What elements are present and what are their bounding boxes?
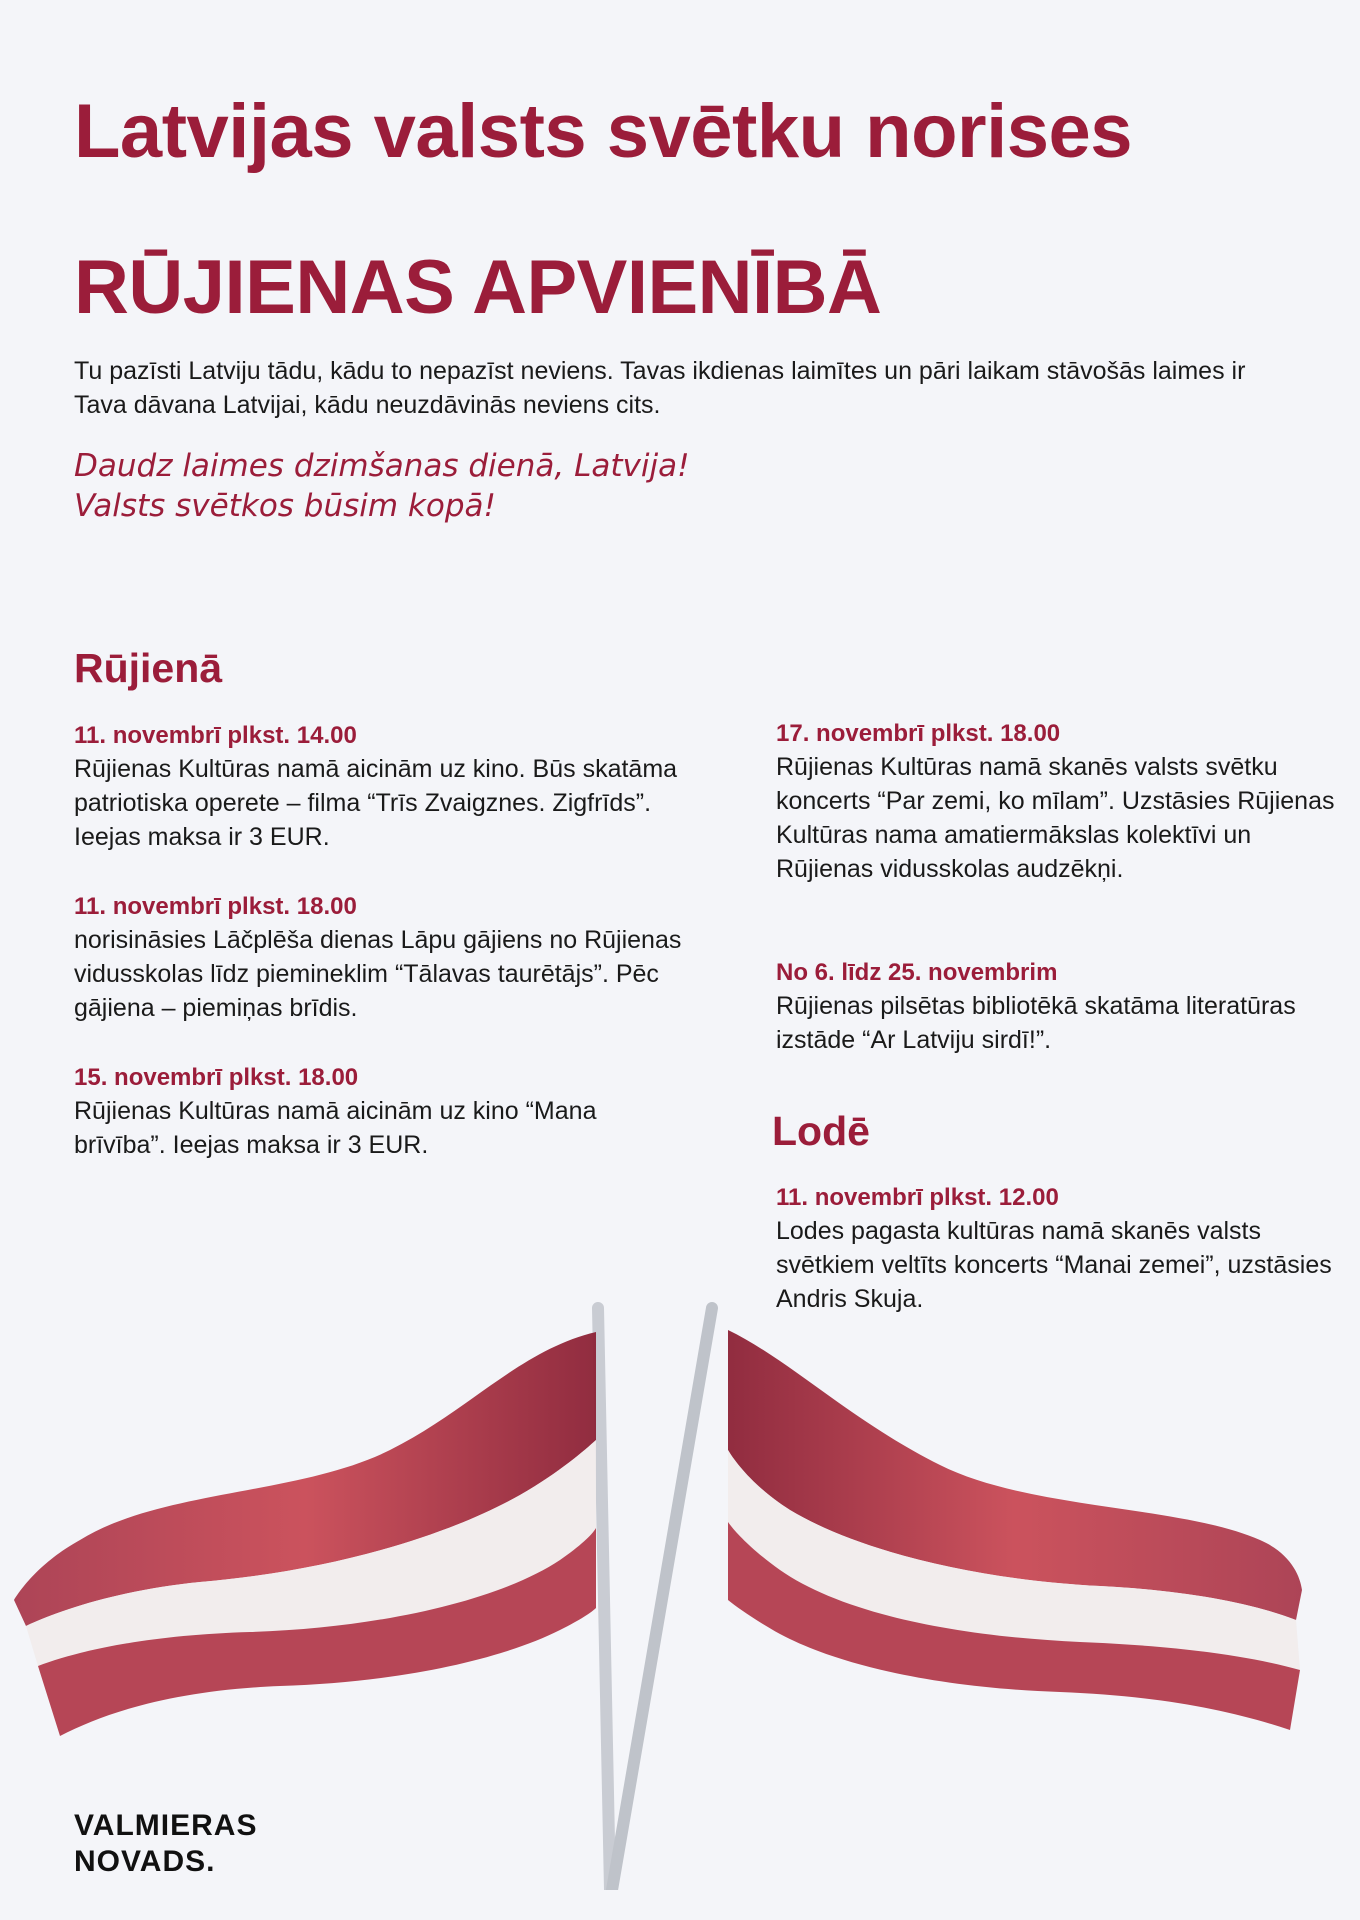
valmieras-novads-logo [74,1808,257,1880]
event-rujiena-3 [74,1062,684,1162]
right-flag [728,1330,1302,1730]
crossed-flags-illustration [0,1290,1360,1890]
section-title-rujiena: Rūjienā [74,645,223,691]
title-line-1: Latvijas valsts svētku norises [74,89,1133,174]
slogan-line-2: Valsts svētkos būsim kopā! [74,488,496,524]
left-flag [14,1332,596,1736]
event-description: Rūjienas Kultūras namā aicinām uz kino “Mana brīvība”. Ieejas maksa ir 3 EUR. [74,1097,597,1159]
event-description: Rūjienas pilsētas bibliotēkā skatāma literatūras izstāde “Ar Latviju sirdī!”. [776,992,1296,1054]
logo-line-2-text: NOVADS [74,1845,207,1878]
section-title-lode: Lodē [772,1108,870,1154]
event-date: 17. novembrī plkst. 18.00 [776,720,1061,747]
event-description: norisināsies Lāčplēša dienas Lāpu gājiens no Rūjienas vidusskolas līdz piemineklim “Tālavas taurētājs”. Pēc gājiena – piemiņas brīdis. [74,926,682,1022]
event-date: 11. novembrī plkst. 18.00 [74,893,357,920]
event-rujiena-4 [776,718,1336,886]
event-date: No 6. līdz 25. novembrim [776,959,1058,986]
logo-dot: . [206,1845,216,1878]
slogan-line-1: Daudz laimes dzimšanas dienā, Latvija! [74,448,690,484]
logo-line-2 [74,1844,257,1880]
event-description: Rūjienas Kultūras namā aicinām uz kino. Būs skatāma patriotiska operete – filma “Trīs Zvaigznes. Zigfrīds”. Ieejas maksa ir 3 EUR. [74,755,678,851]
title-line-2: RŪJIENAS APVIENĪBĀ [74,245,882,330]
event-date: 11. novembrī plkst. 14.00 [74,722,357,749]
event-date: 15. novembrī plkst. 18.00 [74,1064,359,1091]
event-rujiena-1 [74,720,684,854]
event-date: 11. novembrī plkst. 12.00 [776,1184,1059,1211]
event-rujiena-2 [74,891,684,1025]
intro-text: Tu pazīsti Latviju tādu, kādu to nepazīst neviens. Tavas ikdienas laimītes un pāri laikam stāvošās laimes ir Tava dāvana Latvijai, kādu neuzdāvinās neviens cits. [74,357,1246,419]
event-rujiena-5 [776,957,1336,1057]
slogan [74,446,690,526]
event-description: Rūjienas Kultūras namā skanēs valsts svētku koncerts “Par zemi, ko mīlam”. Uzstāsies Rūjienas Kultūras nama amatiermākslas kolektīvi un Rūjienas vidusskolas audzēkņi. [776,753,1335,883]
event-description: Lodes pagasta kultūras namā skanēs valsts svētkiem veltīts koncerts “Manai zemei”, uzstāsies Andris Skuja. [776,1217,1332,1313]
left-flag-pole [598,1308,610,1890]
right-flag-pole [612,1308,712,1890]
logo-line-1: VALMIERAS [74,1809,258,1842]
